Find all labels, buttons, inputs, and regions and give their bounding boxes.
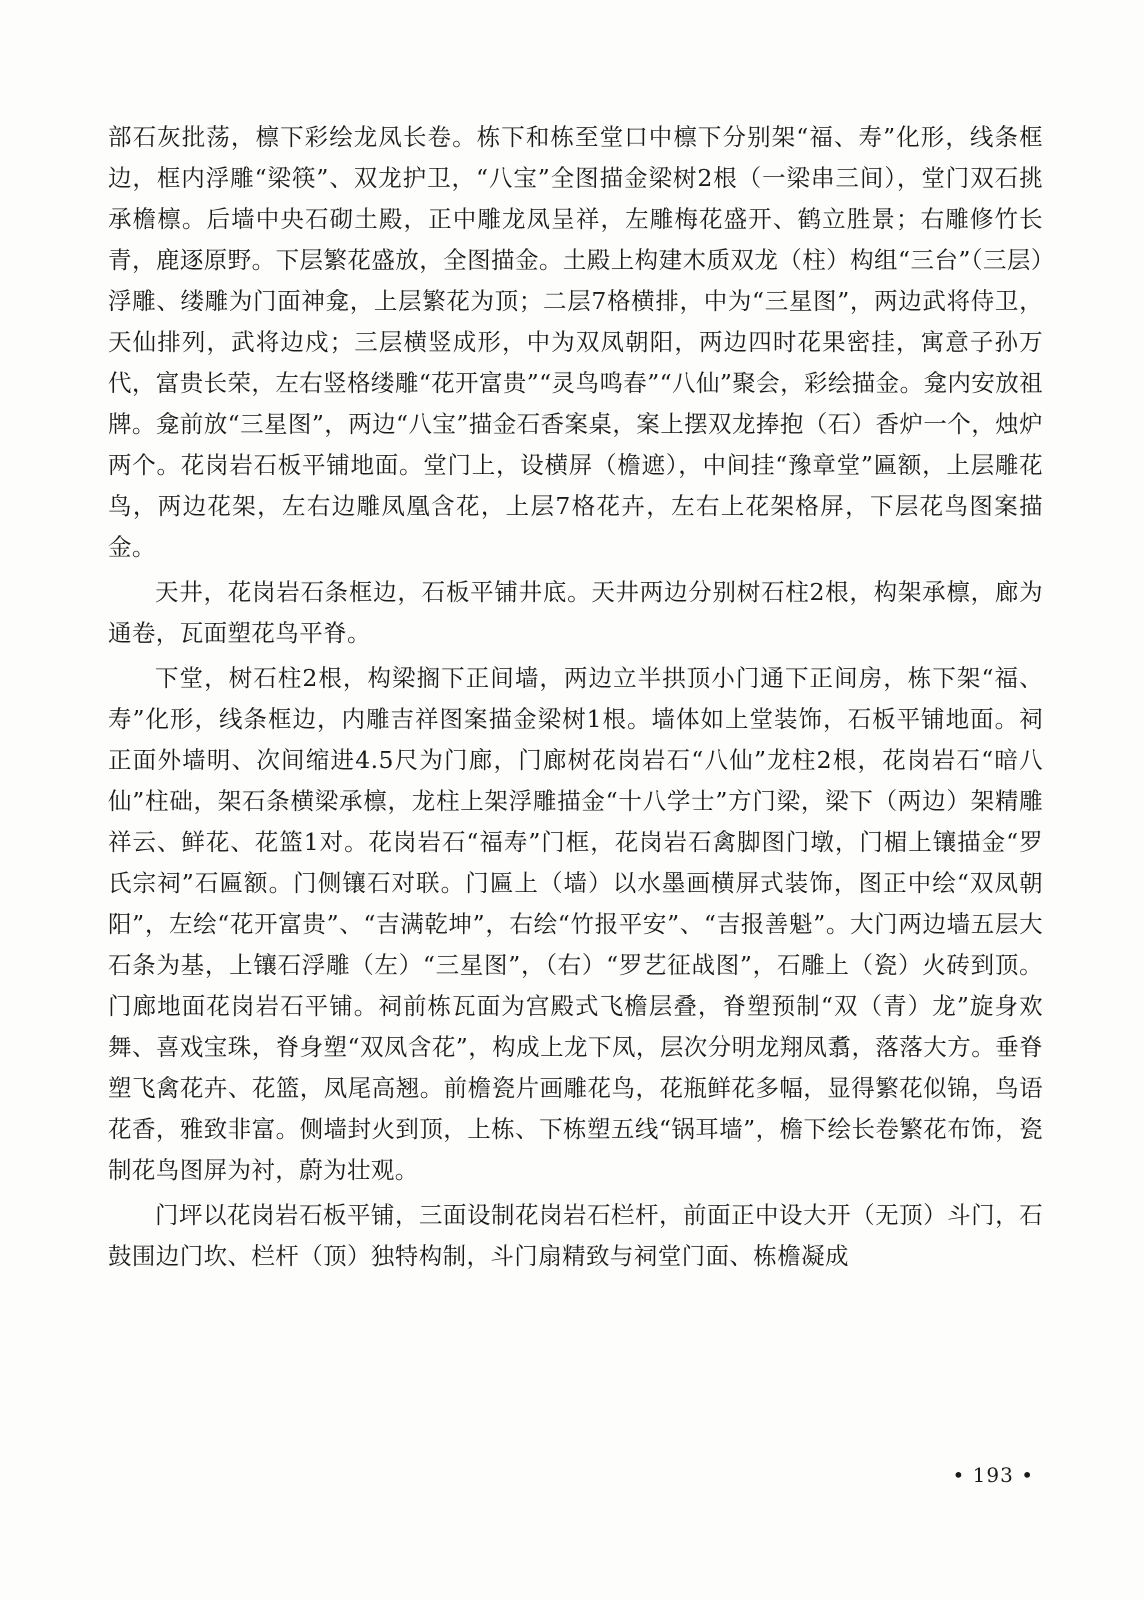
body-text: [108, 117, 1043, 1277]
page-number: • 193 •: [952, 1463, 1034, 1487]
paragraph-1: 部石灰批荡，檩下彩绘龙凤长卷。栋下和栋至堂口中檩下分别架“福、寿”化形，线条框边，框内浮雕“梁筷”、双龙护卫，“八宝”全图描金梁树2根（一梁串三间），堂门双石挑承檐檩。后墙中央石砌土殿，正中雕龙凤呈祥，左雕梅花盛开、鹤立胜景；右雕修竹长青，鹿逐原野。下层繁花盛放，全图描金。土殿上构建木质双龙（柱）构组“三台”（三层）浮雕、缕雕为门面神龛，上层繁花为顶；二层7格横排，中为“三星图”，两边武将侍卫，天仙排列，武将边戍；三层横竖成形，中为双凤朝阳，两边四时花果密挂，寓意子孙万代，富贵长荣，左右竖格缕雕“花开富贵”“灵鸟鸣春”“八仙”聚会，彩绘描金。龛内安放祖牌。龛前放“三星图”，两边“八宝”描金石香案桌，案上摆双龙捧抱（石）香炉一个，烛炉两个。花岗岩石板平铺地面。堂门上，设横屏（檐遮），中间挂“豫章堂”匾额，上层雕花鸟，两边花架，左右边雕凤凰含花，上层7格花卉，左右上花架格屏，下层花鸟图案描金。: [108, 123, 1043, 561]
paragraph-2: 天井，花岗岩石条框边，石板平铺井底。天井两边分别树石柱2根，构架承檩，廊为通卷，瓦面塑花鸟平脊。: [108, 578, 1043, 647]
paragraph-4: 门坪以花岗岩石板平铺，三面设制花岗岩石栏杆，前面正中设大开（无顶）斗门，石鼓围边门坎、栏杆（顶）独特构制，斗门扇精致与祠堂门面、栋檐凝成: [108, 1201, 1043, 1270]
paragraph-3: 下堂，树石柱2根，构梁搁下正间墙，两边立半拱顶小门通下正间房，栋下架“福、寿”化形，线条框边，内雕吉祥图案描金梁树1根。墙体如上堂装饰，石板平铺地面。祠正面外墙明、次间缩进4.5尺为门廊，门廊树花岗岩石“八仙”龙柱2根，花岗岩石“暗八仙”柱础，架石条横梁承檩，龙柱上架浮雕描金“十八学士”方门梁，梁下（两边）架精雕祥云、鲜花、花篮1对。花岗岩石“福寿”门框，花岗岩石禽脚图门墩，门楣上镶描金“罗氏宗祠”石匾额。门侧镶石对联。门匾上（墙）以水墨画横屏式装饰，图正中绘“双凤朝阳”，左绘“花开富贵”、“吉满乾坤”，右绘“竹报平安”、“吉报善魁”。大门两边墙五层大石条为基，上镶石浮雕（左）“三星图”，（右）“罗艺征战图”，石雕上（瓷）火砖到顶。门廊地面花岗岩石平铺。祠前栋瓦面为宫殿式飞檐层叠，脊塑预制“双（青）龙”旋身欢舞、喜戏宝珠，脊身塑“双凤含花”，构成上龙下凤，层次分明龙翔凤翥，落落大方。垂脊塑飞禽花卉、花篮，凤尾高翘。前檐瓷片画雕花鸟，花瓶鲜花多幅，显得繁花似锦，鸟语花香，雅致非富。侧墙封火到顶，上栋、下栋塑五线“锅耳墙”，檐下绘长卷繁花布饰，瓷制花鸟图屏为衬，蔚为壮观。: [108, 664, 1043, 1184]
